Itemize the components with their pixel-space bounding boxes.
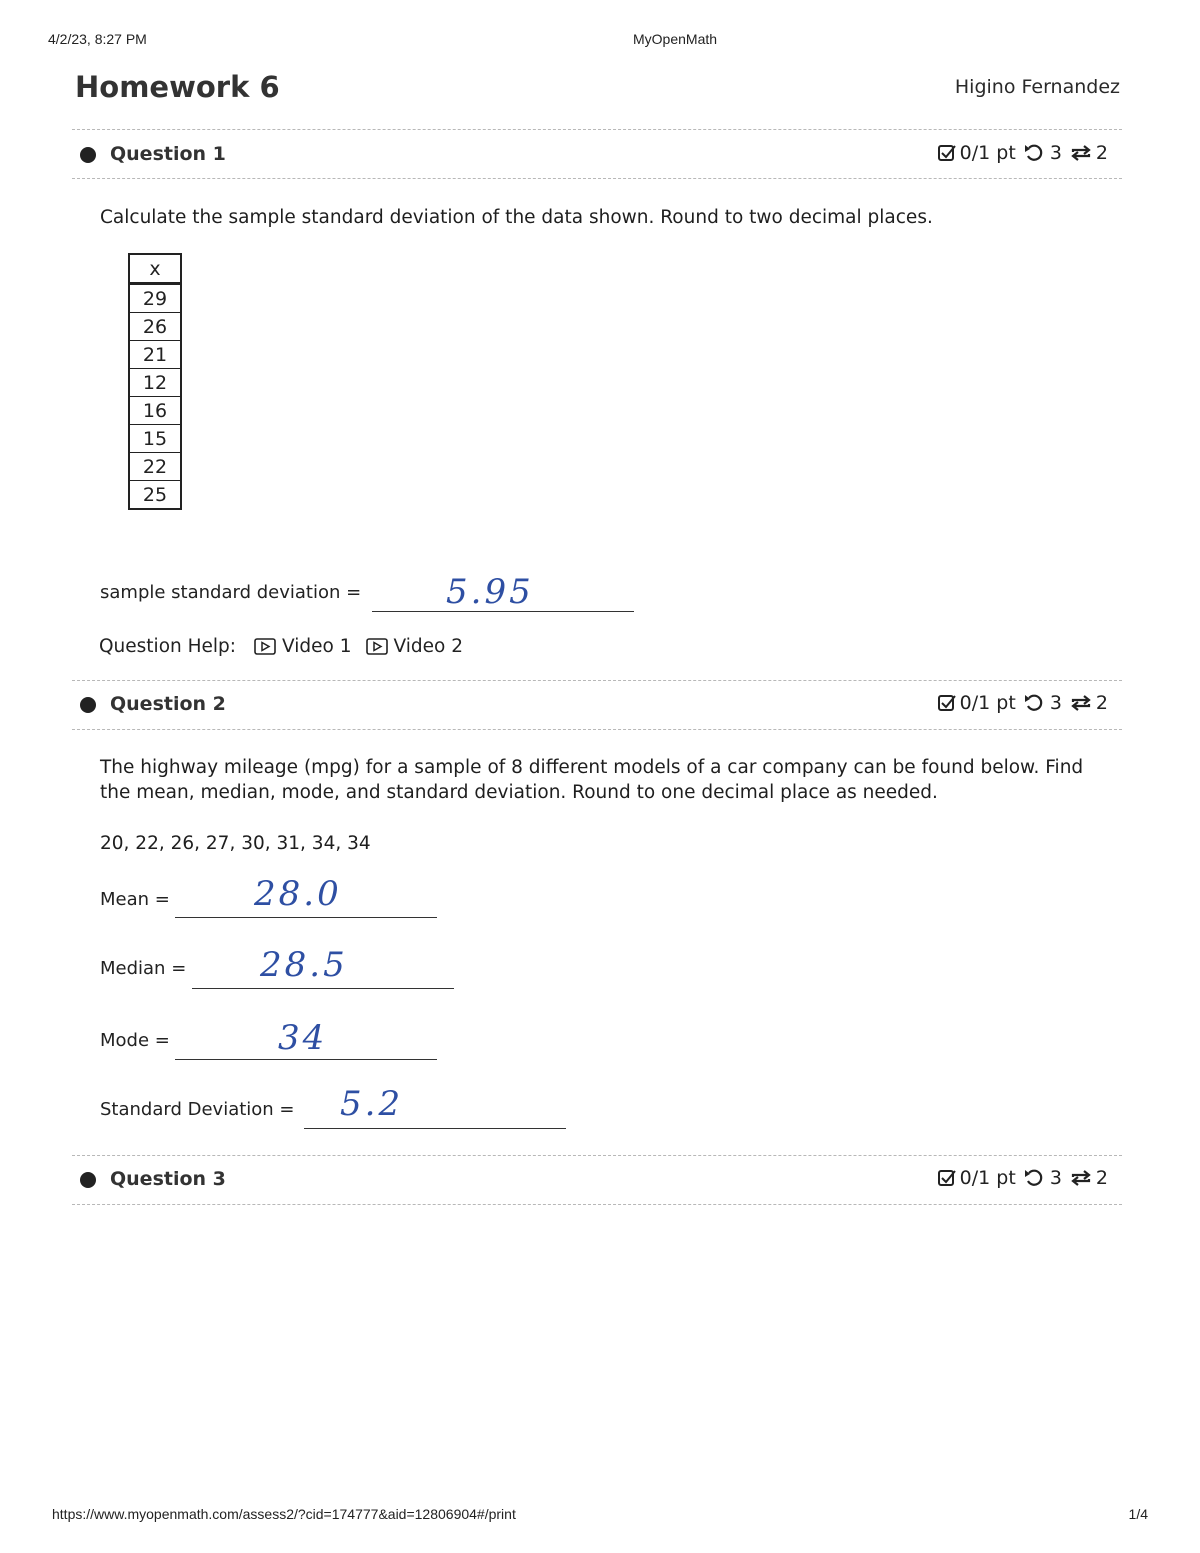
data-values: 20, 22, 26, 27, 30, 31, 34, 34 xyxy=(100,833,371,854)
regenerate-icon xyxy=(1070,1168,1092,1188)
question-status xyxy=(937,142,1108,164)
divider xyxy=(72,680,1122,681)
regens-count: 2 xyxy=(1095,692,1108,714)
score-text: 0/1 pt xyxy=(959,1167,1016,1189)
handwritten-mean: 28.0 xyxy=(254,874,342,914)
video-icon xyxy=(254,638,276,655)
print-date: 4/2/23, 8:27 PM xyxy=(48,31,147,47)
handwritten-median: 28.5 xyxy=(260,945,348,985)
checkbox-icon xyxy=(937,693,957,713)
question-title: Question 3 xyxy=(110,1168,226,1190)
divider xyxy=(72,178,1122,179)
video-1-link[interactable] xyxy=(254,636,351,657)
question-status xyxy=(937,1167,1108,1189)
retry-icon xyxy=(1024,1168,1046,1188)
retry-icon xyxy=(1024,693,1046,713)
video-2-link[interactable] xyxy=(366,636,463,657)
median-label: Median = xyxy=(100,958,187,979)
handwritten-mode: 34 xyxy=(278,1018,328,1058)
divider xyxy=(72,1204,1122,1205)
table-cell: 25 xyxy=(129,481,181,510)
mean-label: Mean = xyxy=(100,889,170,910)
table-cell: 21 xyxy=(129,341,181,369)
retries-count: 3 xyxy=(1049,692,1062,714)
data-table xyxy=(128,253,182,510)
regenerate-icon xyxy=(1070,693,1092,713)
checkbox-icon xyxy=(937,1168,957,1188)
table-cell: 12 xyxy=(129,369,181,397)
table-cell: 26 xyxy=(129,313,181,341)
question-title: Question 2 xyxy=(110,693,226,715)
question-1-header[interactable] xyxy=(78,141,1108,169)
regenerate-icon xyxy=(1070,143,1092,163)
question-title: Question 1 xyxy=(110,143,226,165)
handwritten-answer: 5.95 xyxy=(446,572,534,612)
print-site-name: MyOpenMath xyxy=(633,31,718,47)
std-dev-label: Standard Deviation = xyxy=(100,1099,295,1120)
regens-count: 2 xyxy=(1095,142,1108,164)
question-prompt: Calculate the sample standard deviation of the data shown. Round to two decimal places. xyxy=(100,207,933,228)
question-status xyxy=(937,692,1108,714)
retry-icon xyxy=(1024,143,1046,163)
video-1-label: Video 1 xyxy=(282,636,352,657)
video-icon xyxy=(366,638,388,655)
std-dev-field[interactable] xyxy=(304,1128,566,1129)
median-field[interactable] xyxy=(192,988,454,989)
question-3-header[interactable] xyxy=(78,1166,1108,1194)
table-cell: 16 xyxy=(129,397,181,425)
question-bullet-icon xyxy=(80,147,96,163)
video-2-label: Video 2 xyxy=(393,636,464,657)
answer-label: sample standard deviation = xyxy=(100,582,362,603)
page-number: 1/4 xyxy=(1128,1506,1148,1522)
question-bullet-icon xyxy=(80,1172,96,1188)
question-prompt: The highway mileage (mpg) for a sample of 8 different models of a car company can be found below. Find the mean, median, mode, and standard deviation. Round to one decimal place as needed. xyxy=(100,757,1084,803)
footer-url: https://www.myopenmath.com/assess2/?cid=174777&aid=12806904#/print xyxy=(52,1506,516,1522)
student-name: Higino Fernandez xyxy=(954,76,1120,98)
checkbox-icon xyxy=(937,143,957,163)
page-title: Homework 6 xyxy=(75,70,280,104)
regens-count: 2 xyxy=(1095,1167,1108,1189)
table-cell: 29 xyxy=(129,284,181,313)
retries-count: 3 xyxy=(1049,142,1062,164)
mode-field[interactable] xyxy=(175,1059,437,1060)
score-text: 0/1 pt xyxy=(959,142,1016,164)
divider xyxy=(72,1155,1122,1156)
handwritten-std-dev: 5.2 xyxy=(340,1084,404,1124)
table-cell: 22 xyxy=(129,453,181,481)
divider xyxy=(72,729,1122,730)
score-text: 0/1 pt xyxy=(959,692,1016,714)
mode-label: Mode = xyxy=(100,1030,170,1051)
mean-field[interactable] xyxy=(175,917,437,918)
table-cell: 15 xyxy=(129,425,181,453)
question-2-header[interactable] xyxy=(78,691,1108,719)
retries-count: 3 xyxy=(1049,1167,1062,1189)
divider xyxy=(72,129,1122,130)
help-label: Question Help: xyxy=(99,636,237,657)
question-bullet-icon xyxy=(80,697,96,713)
question-help xyxy=(99,636,463,657)
table-header: x xyxy=(129,254,181,284)
